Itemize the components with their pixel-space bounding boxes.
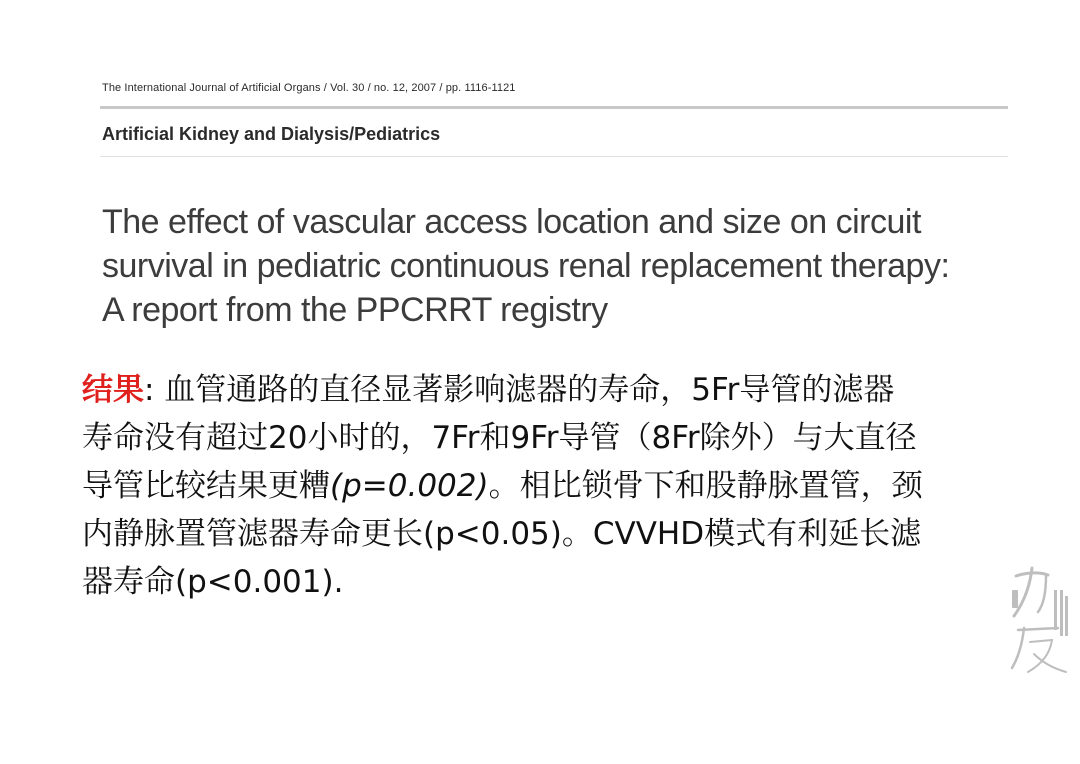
result-paragraph — [82, 366, 1052, 606]
article-title-line-2: survival in pediatric continuous renal replacement therapy: — [102, 247, 950, 285]
article-title-line-1: The effect of vascular access location and size on circuit — [102, 203, 921, 241]
result-label: 结果 — [82, 372, 144, 408]
journal-citation: The International Journal of Artificial Organs / Vol. 30 / no. 12, 2007 / pp. 1116-1121 — [102, 82, 516, 94]
result-line-4: 内静脉置管滤器寿命更长(p<0.05)。CVVHD模式有利延长滤 — [82, 516, 922, 552]
result-line-3-b: 。相比锁骨下和股静脉置管，颈 — [488, 468, 923, 504]
watermark-logo — [1008, 566, 1070, 678]
result-line-2: 寿命没有超过20小时的，7Fr和9Fr导管（8Fr除外）与大直径 — [82, 420, 917, 456]
result-line-3-a: 导管比较结果更糟 — [82, 468, 330, 504]
article-title — [102, 200, 1012, 332]
header-rule-top — [100, 106, 1008, 109]
header-rule-bottom — [100, 156, 1008, 157]
result-line-1-text: : 血管通路的直径显著影响滤器的寿命，5Fr导管的滤器 — [144, 372, 895, 408]
result-line-1 — [82, 366, 1052, 414]
result-p-value: (p=0.002) — [330, 468, 489, 504]
section-title: Artificial Kidney and Dialysis/Pediatrics — [102, 124, 441, 144]
result-line-5: 器寿命(p<0.001). — [82, 564, 344, 600]
result-line-3 — [82, 462, 1052, 510]
article-title-line-3: A report from the PPCRRT registry — [102, 291, 608, 329]
